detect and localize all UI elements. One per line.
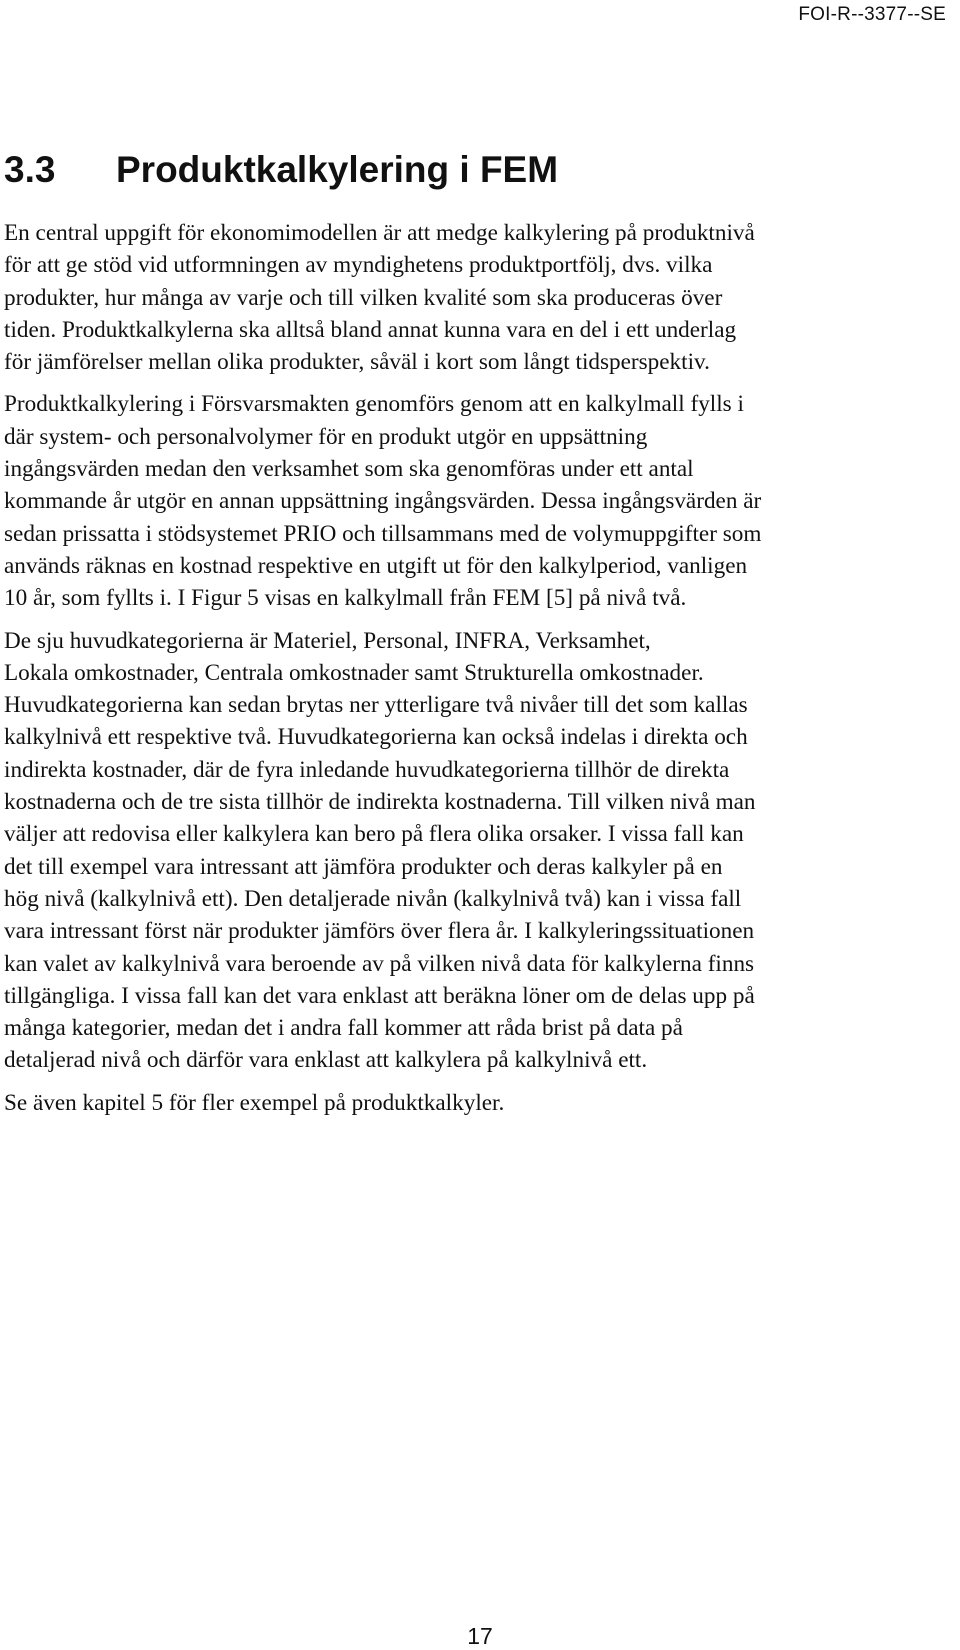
- text-line: En central uppgift för ekonomimodellen är att medge kalkylering på produktnivå: [4, 220, 755, 246]
- text-line: kostnaderna och de tre sista tillhör de indirekta kostnaderna. Till vilken nivå man: [4, 789, 756, 816]
- section-title: Produktkalkylering i FEM: [116, 149, 559, 190]
- text-line: för jämförelser mellan olika produkter, såväl i kort som långt tidsperspektiv.: [4, 349, 710, 376]
- text-line: Lokala omkostnader, Centrala omkostnader samt Strukturella omkostnader.: [4, 659, 704, 686]
- document-id: FOI-R--3377--SE: [798, 4, 946, 25]
- page-number: 17: [467, 1623, 493, 1649]
- text-line: vara intressant först när produkter jämförs över flera år. I kalkyleringssituationen: [4, 918, 755, 945]
- text-line: 10 år, som fyllts i. I Figur 5 visas en kalkylmall från FEM [5] på nivå två.: [4, 585, 687, 612]
- text-line: tiden. Produktkalkylerna ska alltså bland annat kunna vara en del i ett underlag: [4, 316, 737, 343]
- text-line: hög nivå (kalkylnivå ett). Den detaljerade nivån (kalkylnivå två) kan i vissa fall: [4, 885, 742, 912]
- text-line: ingångsvärden medan den verksamhet som ska genomföras under ett antal: [4, 456, 694, 483]
- text-line: används räknas en kostnad respektive en utgift ut för den kalkylperiod, vanligen: [4, 552, 748, 579]
- paragraph-see-also: [4, 1087, 944, 1119]
- paragraph-product-costing-intro: [4, 217, 944, 378]
- section-number: 3.3: [4, 149, 56, 190]
- text-line: kan valet av kalkylnivå vara beroende av på vilken nivå data för kalkylerna finns: [4, 950, 755, 977]
- text-line: Se även kapitel 5 för fler exempel på produktkalkyler.: [4, 1089, 505, 1116]
- paragraph-costing-template: [4, 388, 944, 614]
- text-line: för att ge stöd vid utformningen av myndighetens produktportfölj, dvs. vilka: [4, 252, 713, 279]
- text-line: kommande år utgör en annan uppsättning ingångsvärden. Dessa ingångsvärden är: [4, 488, 762, 515]
- text-line: indirekta kostnader, där de fyra inledande huvudkategorierna tillhör de direkta: [4, 756, 730, 783]
- text-line: det till exempel vara intressant att jämföra produkter och deras kalkyler på en: [4, 853, 723, 880]
- text-line: tillgängliga. I vissa fall kan det vara enklast att beräkna löner om de delas upp på: [4, 982, 755, 1009]
- text-line: Huvudkategorierna kan sedan brytas ner ytterligare två nivåer till det som kallas: [4, 692, 748, 719]
- text-line: detaljerad nivå och därför vara enklast att kalkylera på kalkylnivå ett.: [4, 1047, 648, 1074]
- text-line: Produktkalkylering i Försvarsmakten genomförs genom att en kalkylmall fylls i: [4, 391, 744, 418]
- text-line: väljer att redovisa eller kalkylera kan bero på flera olika orsaker. I vissa fall kan: [4, 821, 744, 848]
- body-text: [4, 217, 944, 1129]
- paragraph-main-categories: [4, 625, 944, 1077]
- text-line: kalkylnivå ett respektive två. Huvudkategorierna kan också indelas i direkta och: [4, 724, 748, 751]
- text-line: där system- och personalvolymer för en produkt utgör en uppsättning: [4, 423, 648, 450]
- text-line: produkter, hur många av varje och till vilken kvalité som ska produceras över: [4, 284, 723, 311]
- text-line: många kategorier, medan det i andra fall kommer att råda brist på data på: [4, 1015, 683, 1042]
- text-line: De sju huvudkategorierna är Materiel, Personal, INFRA, Verksamhet,: [4, 627, 651, 654]
- text-line: sedan prissatta i stödsystemet PRIO och tillsammans med de volymuppgifter som: [4, 520, 762, 547]
- section-heading: [4, 150, 558, 190]
